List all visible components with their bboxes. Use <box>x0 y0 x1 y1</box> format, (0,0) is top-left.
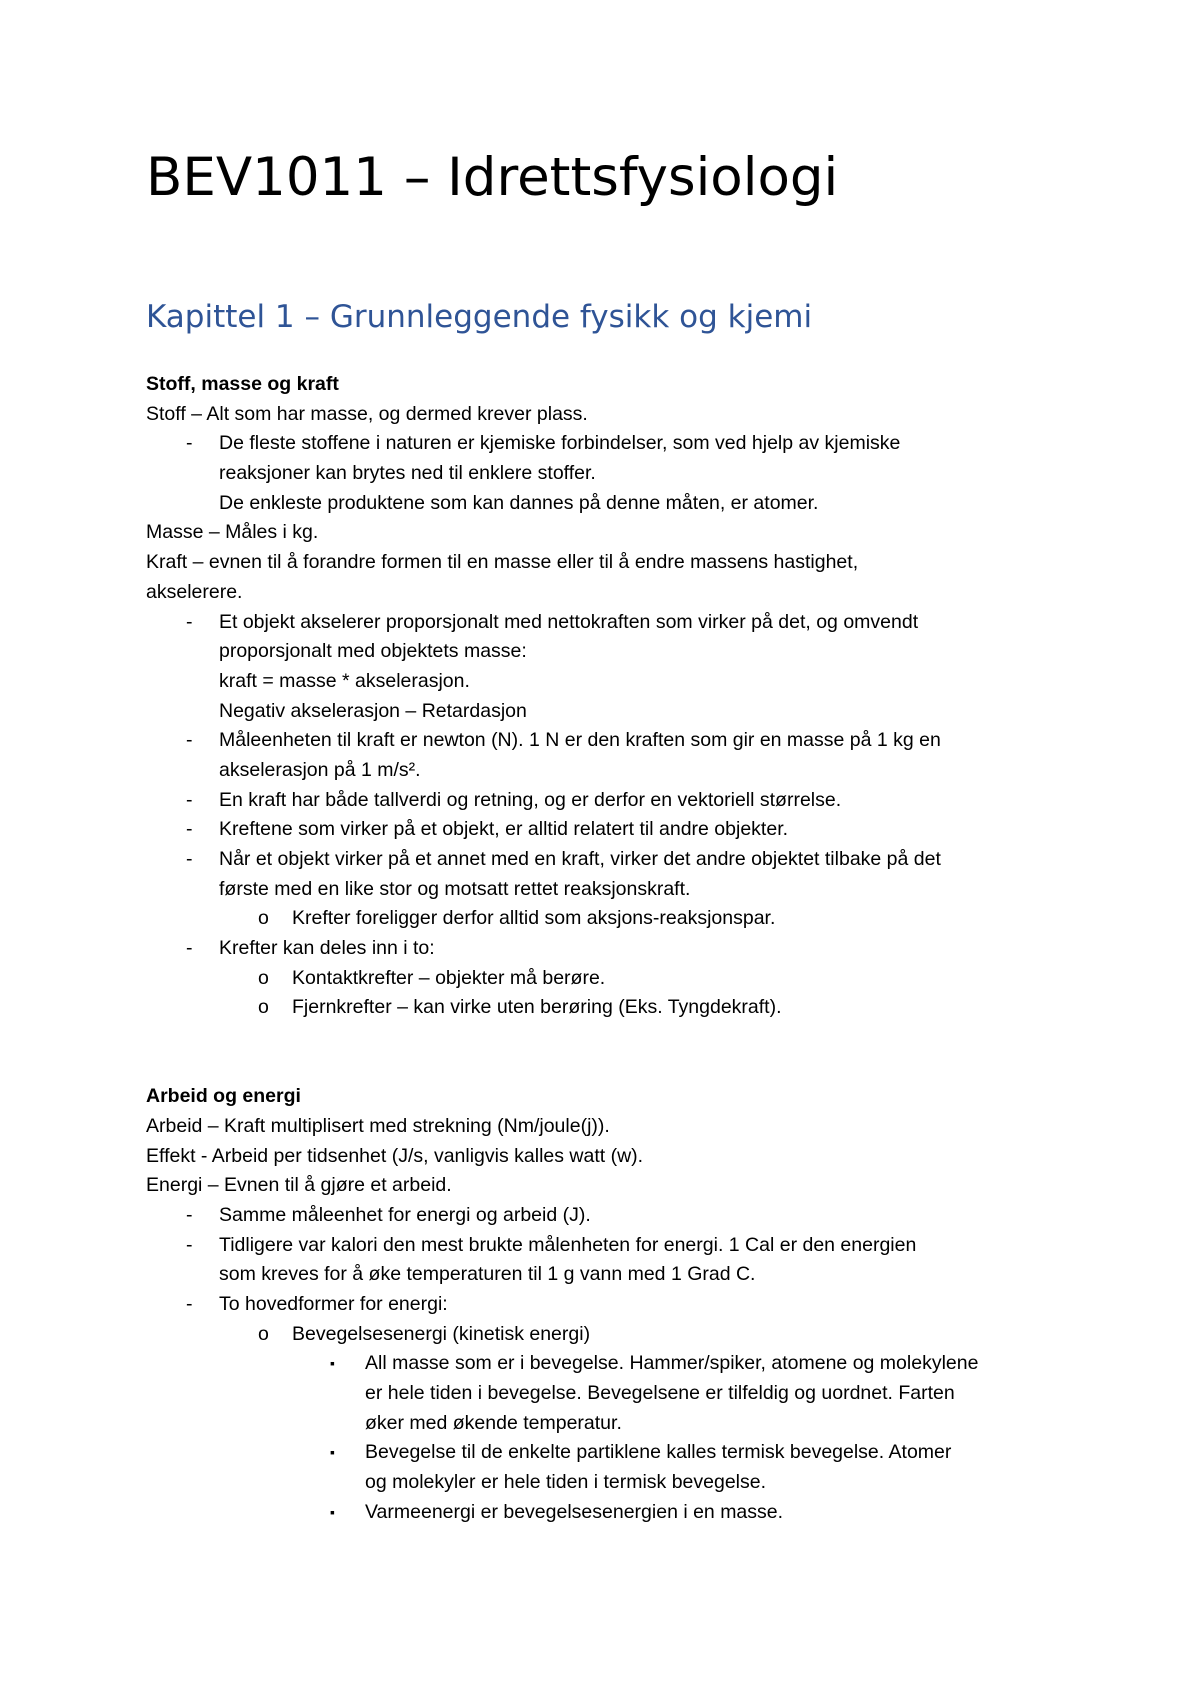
formula-text: kraft = masse * akselerasjon. <box>219 669 470 692</box>
dash-bullet: - <box>186 1203 193 1226</box>
sub-sub-list-item-text: Bevegelse til de enkelte partiklene kalles termisk bevegelse. Atomer <box>365 1441 952 1464</box>
chapter-heading: Kapittel 1 – Grunnleggende fysikk og kjemi <box>146 299 813 335</box>
sub-list-item-text: Krefter foreligger derfor alltid som aksjons-reaksjonspar. <box>292 907 776 930</box>
list-item <box>146 845 1086 875</box>
list-item-continuation <box>146 459 1086 489</box>
list-item-continuation <box>146 489 1086 519</box>
definition-masse: Masse – Måles i kg. <box>146 521 319 544</box>
dash-bullet: - <box>186 729 193 752</box>
sub-sub-list-item-text: og molekyler er hele tiden i termisk bevegelse. <box>365 1471 767 1494</box>
sub-sub-list-item-continuation <box>146 1379 1086 1409</box>
list-item-text: Når et objekt virker på et annet med en kraft, virker det andre objektet tilbake på det <box>219 848 941 870</box>
section-heading-stoff-masse-kraft: Stoff, masse og kraft <box>146 373 339 395</box>
circle-bullet: o <box>258 1322 269 1345</box>
list-item-continuation <box>146 667 1086 697</box>
definition-kraft-continuation: akselerere. <box>146 580 243 603</box>
dash-bullet: - <box>186 1233 193 1256</box>
list-item-continuation <box>146 756 1086 786</box>
sub-sub-list-item <box>146 1438 1086 1468</box>
sub-list-item <box>146 904 1086 934</box>
list-item <box>146 1290 1086 1320</box>
list-item <box>146 786 1086 816</box>
list-item-text: akselerasjon på 1 m/s². <box>219 758 421 781</box>
dash-bullet: - <box>186 848 193 870</box>
list-item <box>146 429 1086 459</box>
list-item <box>146 1201 1086 1231</box>
list-item-text: Kreftene som virker på et objekt, er alltid relatert til andre objekter. <box>219 818 789 841</box>
list-item-text: De fleste stoffene i naturen er kjemiske forbindelser, som ved hjelp av kjemiske <box>219 432 901 455</box>
list-item-text: første med en like stor og motsatt rettet reaksjonskraft. <box>219 877 691 900</box>
square-bullet: ▪ <box>330 1503 335 1520</box>
dash-bullet: - <box>186 432 193 455</box>
circle-bullet: o <box>258 907 269 930</box>
definition-stoff: Stoff – Alt som har masse, og dermed krever plass. <box>146 402 588 425</box>
list-item <box>146 815 1086 845</box>
list-item-continuation <box>146 637 1086 667</box>
sub-sub-list-item-continuation <box>146 1468 1086 1498</box>
dash-bullet: - <box>186 610 193 633</box>
document-title: BEV1011 – Idrettsfysiologi <box>146 147 839 208</box>
circle-bullet: o <box>258 996 269 1019</box>
list-item-text: Krefter kan deles inn i to: <box>219 937 435 960</box>
sub-sub-list-item <box>146 1349 1086 1379</box>
list-item-text: Tidligere var kalori den mest brukte målenheten for energi. 1 Cal er den energien <box>219 1233 917 1256</box>
sub-list-item <box>146 1320 1086 1350</box>
sub-list-item <box>146 964 1086 994</box>
sub-sub-list-item-continuation <box>146 1409 1086 1439</box>
list-item-text: To hovedformer for energi: <box>219 1292 448 1315</box>
list-item-text: Negativ akselerasjon – Retardasjon <box>219 699 527 722</box>
dash-bullet: - <box>186 1292 193 1315</box>
dash-bullet: - <box>186 788 193 811</box>
sub-list-item-text: Bevegelsesenergi (kinetisk energi) <box>292 1322 591 1345</box>
list-item <box>146 726 1086 756</box>
sub-sub-list-item-text: All masse som er i bevegelse. Hammer/spiker, atomene og molekylene <box>365 1352 979 1375</box>
definition-kraft: Kraft – evnen til å forandre formen til en masse eller til å endre massens hastighet, <box>146 551 859 574</box>
list-item-text: proporsjonalt med objektets masse: <box>219 640 527 663</box>
dash-bullet: - <box>186 937 193 960</box>
list-item <box>146 934 1086 964</box>
section-spacer <box>146 1023 1086 1082</box>
sub-list-item-text: Kontaktkrefter – objekter må berøre. <box>292 966 606 989</box>
sub-list-item <box>146 993 1086 1023</box>
sub-sub-list-item <box>146 1498 1086 1528</box>
list-item-text: som kreves for å øke temperaturen til 1 g vann med 1 Grad C. <box>219 1263 756 1286</box>
list-item-continuation <box>146 1260 1086 1290</box>
list-item-continuation <box>146 697 1086 727</box>
list-item-text: Et objekt akselerer proporsjonalt med nettokraften som virker på det, og omvendt <box>219 610 919 633</box>
list-item-text: Samme måleenhet for energi og arbeid (J). <box>219 1203 591 1226</box>
document-body <box>146 370 1086 1527</box>
section-heading-arbeid-energi: Arbeid og energi <box>146 1085 301 1108</box>
sub-sub-list-item-text: er hele tiden i bevegelse. Bevegelsene er tilfeldig og uordnet. Farten <box>365 1382 955 1404</box>
list-item-text: reaksjoner kan brytes ned til enklere stoffer. <box>219 462 596 485</box>
sub-sub-list-item-text: øker med økende temperatur. <box>365 1411 622 1434</box>
circle-bullet: o <box>258 966 269 989</box>
list-item-text: De enkleste produktene som kan dannes på denne måten, er atomer. <box>219 491 819 514</box>
square-bullet: ▪ <box>330 1355 335 1372</box>
definition-arbeid: Arbeid – Kraft multiplisert med strekning (Nm/joule(j)). <box>146 1114 610 1137</box>
list-item <box>146 608 1086 638</box>
sub-sub-list-item-text: Varmeenergi er bevegelsesenergien i en masse. <box>365 1500 784 1523</box>
definition-energi: Energi – Evnen til å gjøre et arbeid. <box>146 1174 452 1197</box>
list-item <box>146 1231 1086 1261</box>
list-item-continuation <box>146 875 1086 905</box>
list-item-text: Måleenheten til kraft er newton (N). 1 N er den kraften som gir en masse på 1 kg en <box>219 729 941 752</box>
square-bullet: ▪ <box>330 1444 335 1461</box>
sub-list-item-text: Fjernkrefter – kan virke uten berøring (Eks. Tyngdekraft). <box>292 996 782 1019</box>
list-item-text: En kraft har både tallverdi og retning, og er derfor en vektoriell størrelse. <box>219 788 842 811</box>
dash-bullet: - <box>186 818 193 841</box>
definition-effekt: Effekt - Arbeid per tidsenhet (J/s, vanligvis kalles watt (w). <box>146 1144 644 1167</box>
